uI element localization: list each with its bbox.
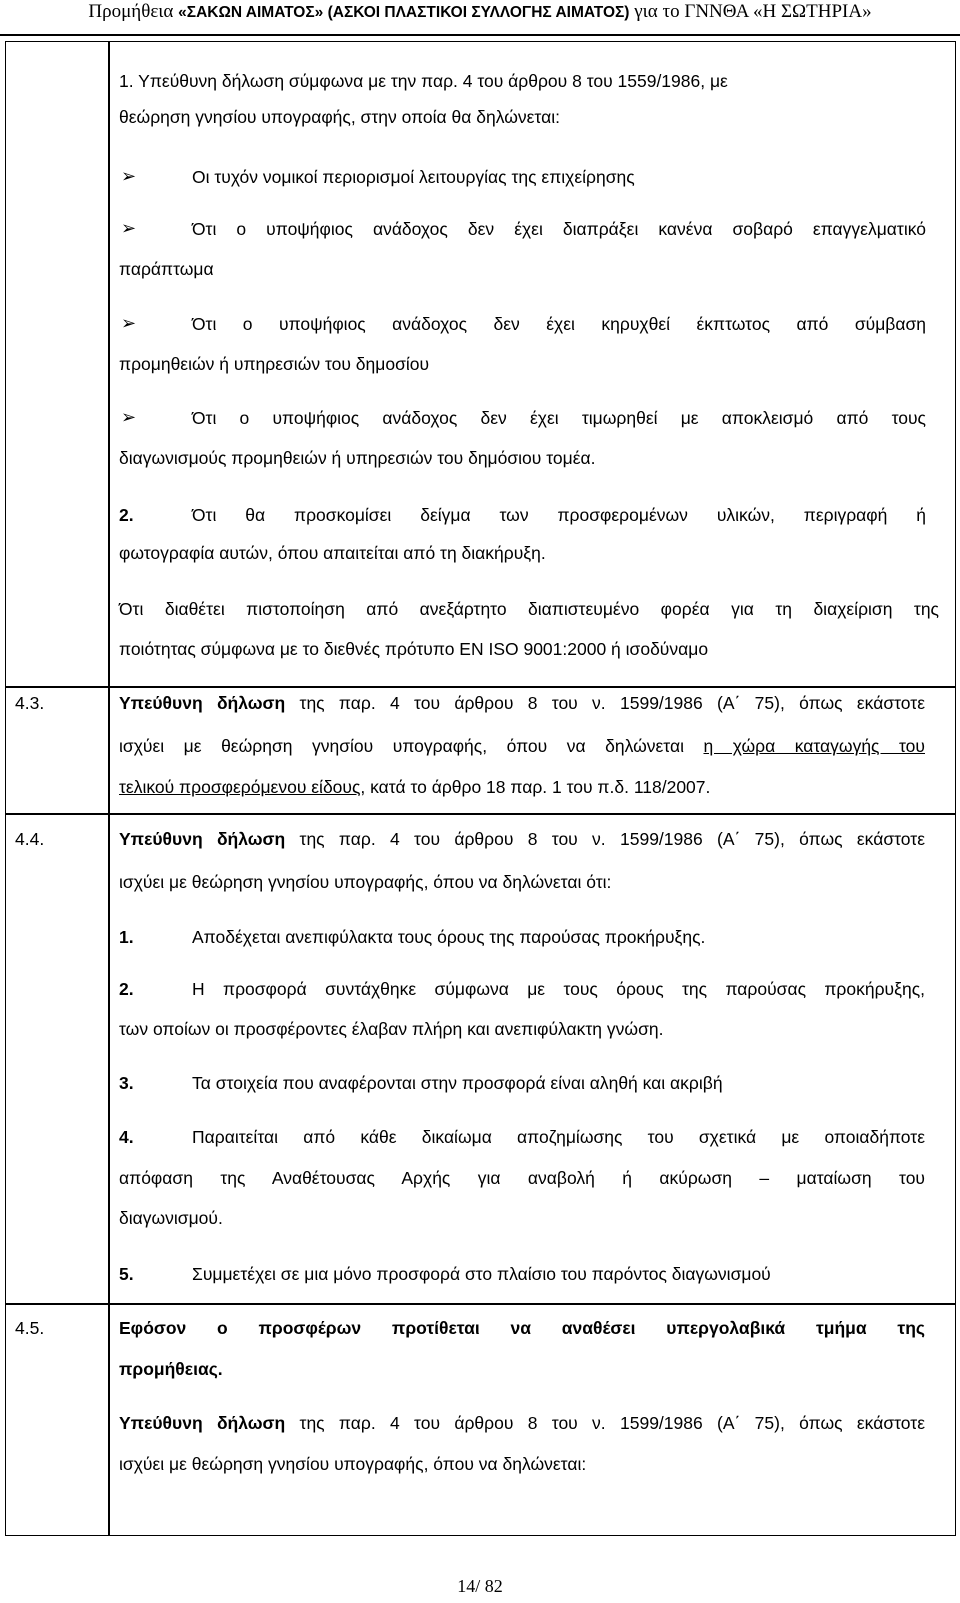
row-4-3-product-underlined: τελικού προσφερόμενου είδους bbox=[119, 777, 361, 797]
bullet-text: διαγωνισμούς προμηθειών ή υπηρεσιών του δημόσιου τομέα. bbox=[119, 448, 596, 468]
table-row-divider bbox=[5, 1303, 956, 1305]
list-item: Αποδέχεται ανεπιφύλακτα τους όρους της παρούσας προκήρυξης. bbox=[192, 927, 706, 947]
bullet-text: παράπτωμα bbox=[119, 259, 214, 279]
iso-statement: ποιότητας σύμφωνα με το διεθνές πρότυπο EN ISO 9001:2000 ή ισοδύναμο bbox=[119, 639, 709, 659]
row-4-3-text-rest: της παρ. 4 του άρθρου 8 του ν. 1599/1986 (Α΄ 75), όπως εκάστοτε bbox=[285, 693, 925, 713]
iso-statement: Ότι διαθέτει πιστοποίηση από ανεξάρτητο διαπιστευμένο φορέα για τη διαχείριση της bbox=[119, 599, 939, 619]
row-4-3-text-plain: ισχύει με θεώρηση γνησίου υπογραφής, όπου να δηλώνεται bbox=[119, 736, 704, 756]
list-item: Τα στοιχεία που αναφέρονται στην προσφορά είναι αληθή και ακριβή bbox=[192, 1073, 723, 1093]
table-row-divider bbox=[5, 813, 956, 815]
declaration-title: Υπεύθυνη δήλωση bbox=[119, 693, 286, 713]
row-4-5-text: ισχύει με θεώρηση γνησίου υπογραφής, όπου να δηλώνεται: bbox=[119, 1454, 587, 1474]
row-4-4-text bbox=[119, 828, 925, 850]
list-number: 5. bbox=[119, 1264, 134, 1284]
row-4-3-text bbox=[119, 735, 925, 757]
item-2-text: Ότι θα προσκομίσει δείγμα των προσφερομένων υλικών, περιγραφή ή bbox=[192, 505, 926, 525]
row-label-4-5: 4.5. bbox=[15, 1318, 45, 1338]
item-2-number: 2. bbox=[119, 505, 134, 525]
arrow-bullet-icon: ➢ bbox=[121, 313, 137, 334]
arrow-bullet-icon: ➢ bbox=[121, 407, 137, 428]
row-4-5-heading: Εφόσον ο προσφέρων προτίθεται να αναθέσει υπεργολαβικά τμήμα της bbox=[119, 1318, 925, 1338]
item-1-line: 1. Υπεύθυνη δήλωση σύμφωνα με την παρ. 4 του άρθρου 8 του 1559/1986, με bbox=[119, 71, 728, 91]
list-item: διαγωνισμού. bbox=[119, 1208, 223, 1228]
table-column-divider bbox=[108, 41, 110, 1536]
row-4-3-text-rest: , κατά το άρθρο 18 παρ. 1 του π.δ. 118/2007. bbox=[360, 777, 711, 797]
arrow-bullet-icon: ➢ bbox=[121, 218, 137, 239]
header-suffix: για το ΓΝΝΘΑ «Η ΣΩΤΗΡΙΑ» bbox=[629, 1, 872, 22]
page-header bbox=[0, 0, 960, 36]
list-item: Συμμετέχει σε μια μόνο προσφορά στο πλαίσιο του παρόντος διαγωνισμού bbox=[192, 1264, 771, 1284]
bullet-text: Οι τυχόν νομικοί περιορισμοί λειτουργίας της επιχείρησης bbox=[192, 167, 635, 187]
row-label-4-3: 4.3. bbox=[15, 693, 45, 713]
item-2-text: φωτογραφία αυτών, όπου απαιτείται από τη διακήρυξη. bbox=[119, 543, 546, 563]
bullet-text: Ότι ο υποψήφιος ανάδοχος δεν έχει κηρυχθεί έκπτωτος από σύμβαση bbox=[192, 314, 926, 334]
row-4-4-text-rest: της παρ. 4 του άρθρου 8 του ν. 1599/1986 (Α΄ 75), όπως εκάστοτε bbox=[285, 829, 925, 849]
list-number: 3. bbox=[119, 1073, 134, 1093]
arrow-bullet-icon: ➢ bbox=[121, 166, 137, 187]
list-item: Η προσφορά συντάχθηκε σύμφωνα με τους όρους της παρούσας προκήρυξης, bbox=[192, 979, 925, 999]
row-label-4-4: 4.4. bbox=[15, 829, 45, 849]
row-4-5-heading: προμήθειας. bbox=[119, 1359, 223, 1379]
bullet-text: Ότι ο υποψήφιος ανάδοχος δεν έχει διαπράξει κανένα σοβαρό επαγγελματικό bbox=[192, 219, 926, 239]
row-4-3-text bbox=[119, 692, 925, 714]
row-4-3-origin-underlined: η χώρα καταγωγής του bbox=[703, 736, 925, 756]
list-number: 1. bbox=[119, 927, 134, 947]
row-4-4-text: ισχύει με θεώρηση γνησίου υπογραφής, όπου να δηλώνεται ότι: bbox=[119, 872, 612, 892]
row-4-5-text bbox=[119, 1412, 925, 1434]
list-number: 4. bbox=[119, 1127, 134, 1147]
row-4-3-text bbox=[119, 776, 710, 798]
bullet-text: Ότι ο υποψήφιος ανάδοχος δεν έχει τιμωρηθεί με αποκλεισμό από τους bbox=[192, 408, 926, 428]
declaration-title: Υπεύθυνη δήλωση bbox=[119, 829, 286, 849]
list-item: απόφαση της Αναθέτουσας Αρχής για αναβολή ή ακύρωση – ματαίωση του bbox=[119, 1168, 925, 1188]
page-number: 14/ 82 bbox=[457, 1576, 503, 1596]
header-prefix: Προμήθεια bbox=[88, 1, 179, 22]
list-item: των οποίων οι προσφέροντες έλαβαν πλήρη και ανεπιφύλακτη γνώση. bbox=[119, 1019, 664, 1039]
list-item: Παραιτείται από κάθε δικαίωμα αποζημίωσης του σχετικά με οποιαδήποτε bbox=[192, 1127, 925, 1147]
header-subject: «ΣΑΚΩΝ ΑΙΜΑΤΟΣ» (ΑΣΚΟΙ ΠΛΑΣΤΙΚΟΙ ΣΥΛΛΟΓΗΣ ΑΙΜΑΤΟΣ) bbox=[178, 4, 630, 21]
row-4-5-text-rest: της παρ. 4 του άρθρου 8 του ν. 1599/1986 (Α΄ 75), όπως εκάστοτε bbox=[285, 1413, 925, 1433]
bullet-text: προμηθειών ή υπηρεσιών του δημοσίου bbox=[119, 354, 430, 374]
declaration-title: Υπεύθυνη δήλωση bbox=[119, 1413, 286, 1433]
table-row-divider bbox=[5, 686, 956, 688]
list-number: 2. bbox=[119, 979, 134, 999]
item-1-line: θεώρηση γνησίου υπογραφής, στην οποία θα δηλώνεται: bbox=[119, 107, 560, 127]
